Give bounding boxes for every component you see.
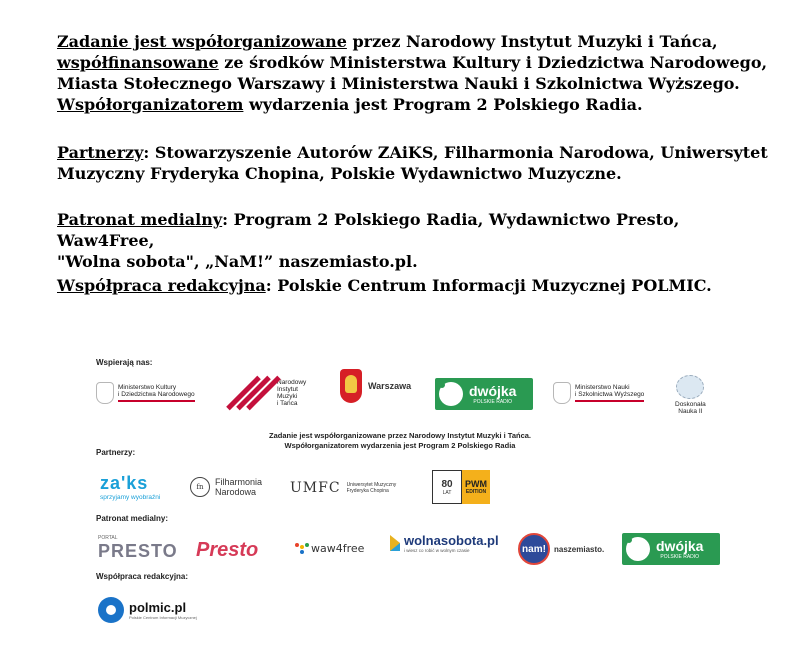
polmic-logo: [98, 597, 197, 623]
red-rule: [118, 400, 195, 402]
fn-icon: fn: [190, 477, 210, 497]
filharmonia-line1: Filharmonia: [215, 477, 263, 487]
radio-waves-icon: [626, 537, 650, 561]
partners-paragraph: [57, 142, 777, 184]
nimit-logo: [235, 375, 306, 411]
mkidn-logo: [96, 382, 195, 404]
co-organizer-text: wydarzenia jest Program 2 Polskiego Radia.: [243, 95, 643, 114]
radio-waves-icon: [439, 382, 463, 406]
kite-icon: [390, 535, 400, 551]
wolnasobota-logo: [390, 533, 499, 553]
co-financed-label: współfinansowane: [57, 53, 219, 72]
mnisw-logo: [553, 382, 644, 404]
mkidn-line1: Ministerstwo Kultury: [118, 384, 177, 392]
dn-line1: Doskonała: [675, 401, 706, 408]
wolnasobota-label: wolnasobota.pl: [404, 533, 499, 548]
warszawa-label: Warszawa: [368, 381, 412, 391]
presto-logo: [196, 539, 258, 562]
zaiks-logo: [100, 473, 160, 501]
partners-text: : Stowarzyszenie Autorów ZAiKS, Filharmonia Narodowa, Uniwersytet: [143, 143, 768, 162]
nimit-line3: Muzyki: [277, 393, 298, 400]
media-patronage-paragraph: [57, 209, 777, 272]
doskonala-nauka-logo: [675, 375, 706, 415]
dwojka-sub: POLSKIE RADIO: [473, 399, 513, 405]
zaiks-sub: sprzyjamy wyobraźni: [100, 494, 161, 501]
warsaw-crest-icon: [340, 369, 362, 403]
nam-label: nam!: [518, 533, 550, 565]
editorial-text: : Polskie Centrum Informacji Muzycznej POLMIC.: [265, 276, 712, 295]
partners-label: Partnerzy: [57, 143, 144, 162]
presto-label: Presto: [196, 539, 259, 561]
waw4free-label: waw4free: [311, 542, 365, 555]
presto-portal-label: PRESTO: [98, 541, 178, 561]
media-patronage-text-cont: "Wolna sobota", „NaM!” naszemiasto.pl.: [57, 252, 418, 271]
polmic-sub: Polskie Centrum Informacji Muzycznej: [129, 615, 197, 620]
warszawa-logo: [340, 369, 411, 403]
media-heading: Patronat medialny:: [96, 514, 169, 523]
mnisw-line2: i Szkolnictwa Wyższego: [575, 391, 645, 399]
co-organizer-label: Współorganizatorem: [57, 95, 244, 114]
umfc-logo: [290, 480, 396, 496]
filharmonia-line2: Narodowa: [215, 487, 257, 497]
dwojka-logo: [435, 378, 533, 410]
co-organized-text: przez Narodowy Instytut Muzyki i Tańca,: [346, 32, 718, 51]
eagle-icon: [96, 382, 114, 404]
media-patronage-label: Patronat medialny: [57, 210, 223, 229]
co-organized-label: Zadanie jest współorganizowane: [57, 32, 347, 51]
editorial-heading: Współpraca redakcyjna:: [96, 572, 189, 581]
dots-icon: [295, 543, 309, 555]
nimit-mark-icon: [235, 375, 271, 411]
eagle-icon: [553, 382, 571, 404]
pwm-logo: [432, 470, 490, 504]
polmic-label: polmic.pl: [129, 600, 187, 615]
umfc-label: UMFC: [290, 480, 341, 496]
nimit-line2: Instytut: [277, 386, 298, 393]
zaiks-label: za'ks: [100, 473, 149, 493]
banner-note-line2: Współorganizatorem wydarzenia jest Program 2 Polskiego Radia: [284, 440, 516, 450]
nimit-line1: Narodowy: [277, 379, 307, 386]
polmic-icon: [98, 597, 124, 623]
doskonala-nauka-icon: [676, 375, 704, 399]
pwm-label: PWM: [465, 479, 487, 489]
partners-text-cont: Muzyczny Fryderyka Chopina, Polskie Wydawnictwo Muzyczne.: [57, 164, 622, 183]
naszemiasto-label: naszemiasto.: [554, 544, 605, 554]
nimit-line4: i Tańca: [277, 400, 298, 407]
pwm-edition: EDITION: [465, 489, 487, 495]
naszemiasto-logo: [518, 533, 604, 565]
pwm-80: 80: [441, 478, 453, 490]
partners-heading: Partnerzy:: [96, 448, 136, 457]
mnisw-line1: Ministerstwo Nauki: [575, 384, 630, 392]
umfc-line1: Uniwersytet Muzyczny: [346, 482, 397, 488]
waw4free-logo: [295, 542, 364, 555]
wolnasobota-sub: i wiesz co robić w wolnym czasie: [404, 548, 470, 553]
pwm-lat: LAT: [442, 489, 452, 496]
co-financed-text: ze środków Ministerstwa Kultury i Dziedzictwa Narodowego,: [218, 53, 768, 72]
co-financed-text-cont: Miasta Stołecznego Warszawy i Ministerstwa Nauki i Szkolnictwa Wyższego.: [57, 74, 740, 93]
banner-note: [210, 431, 590, 450]
supporting-heading: Wspierają nas:: [96, 358, 153, 367]
red-rule: [575, 400, 644, 402]
presto-portal-sub: PORTAL: [98, 535, 118, 541]
presto-portal-logo: [98, 535, 178, 562]
dn-line2: Nauka II: [678, 408, 703, 415]
media-patronage-text: : Program 2 Polskiego Radia, Wydawnictwo Presto, Waw4Free,: [57, 210, 680, 250]
sponsors-banner: [90, 350, 720, 640]
dwojka-label-2: dwójka: [656, 538, 704, 554]
filharmonia-logo: [190, 477, 262, 497]
dwojka-logo-2: [622, 533, 720, 565]
organizers-paragraph: [57, 31, 777, 115]
mkidn-line2: i Dziedzictwa Narodowego: [118, 391, 195, 399]
umfc-line2: Fryderyka Chopina: [346, 488, 389, 494]
dwojka-label: dwójka: [469, 383, 517, 399]
banner-note-line1: Zadanie jest współorganizowane przez Narodowy Instytut Muzyki i Tańca.: [269, 431, 531, 440]
editorial-label: Współpraca redakcyjna: [57, 276, 266, 295]
editorial-paragraph: [57, 275, 777, 296]
dwojka-sub-2: POLSKIE RADIO: [660, 554, 700, 560]
